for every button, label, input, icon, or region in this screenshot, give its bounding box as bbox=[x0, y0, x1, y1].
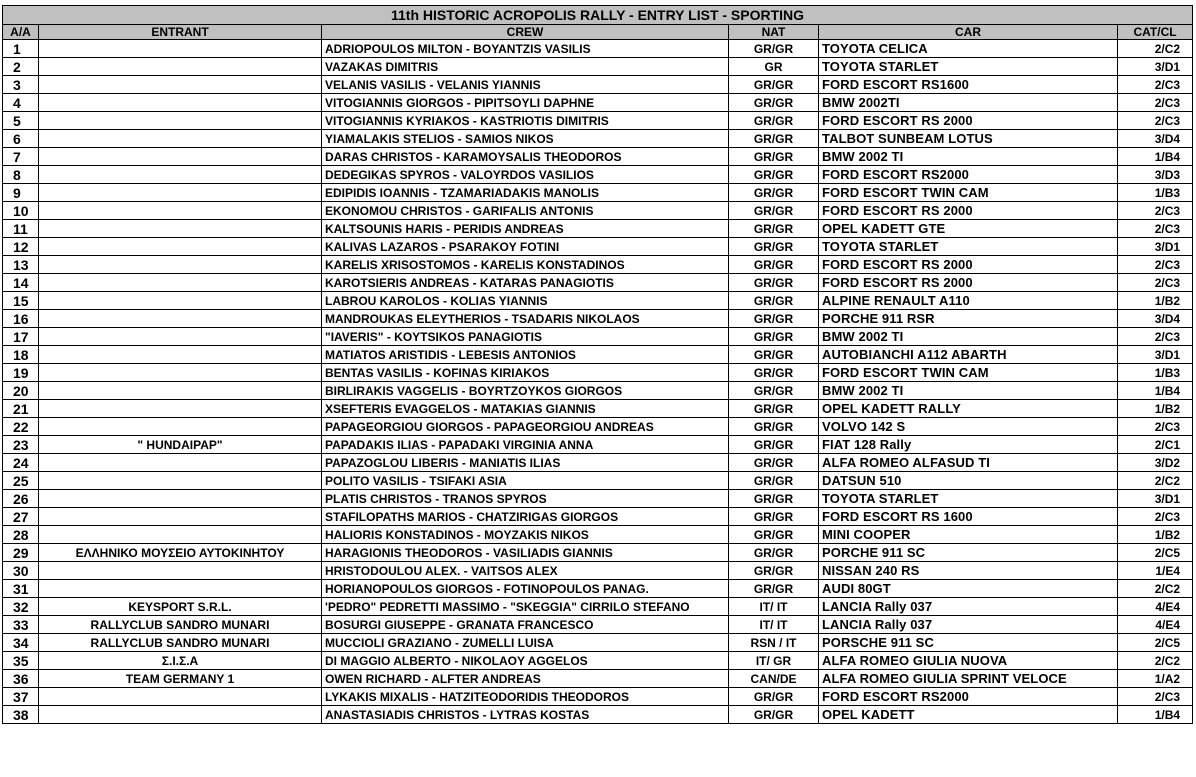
entry-entrant bbox=[39, 256, 322, 274]
entry-nationality: GR/GR bbox=[729, 148, 819, 166]
entry-car: TOYOTA CELICA bbox=[819, 40, 1118, 58]
table-row bbox=[3, 490, 1193, 508]
entry-nationality: GR/GR bbox=[729, 472, 819, 490]
entry-category: 3/D1 bbox=[1118, 238, 1193, 256]
table-row bbox=[3, 220, 1193, 238]
entry-entrant bbox=[39, 166, 322, 184]
entry-crew: KARELIS XRISOSTOMOS - KARELIS KONSTADINOS bbox=[322, 256, 729, 274]
entry-number: 17 bbox=[3, 328, 39, 346]
entry-category: 1/B2 bbox=[1118, 292, 1193, 310]
entry-car: TALBOT SUNBEAM LOTUS bbox=[819, 130, 1118, 148]
entry-nationality: GR/GR bbox=[729, 508, 819, 526]
entry-car: FORD ESCORT RS2000 bbox=[819, 688, 1118, 706]
entry-crew: "IAVERIS" - KOYTSIKOS PANAGIOTIS bbox=[322, 328, 729, 346]
entry-entrant: RALLYCLUB SANDRO MUNARI bbox=[39, 616, 322, 634]
entry-car: PORSCHE 911 SC bbox=[819, 634, 1118, 652]
entry-crew: HALIORIS KONSTADINOS - MOYZAKIS NIKOS bbox=[322, 526, 729, 544]
entry-crew: YIAMALAKIS STELIOS - SAMIOS NIKOS bbox=[322, 130, 729, 148]
entry-crew: HORIANOPOULOS GIORGOS - FOTINOPOULOS PANAG. bbox=[322, 580, 729, 598]
table-row bbox=[3, 706, 1193, 724]
entry-nationality: IT/ GR bbox=[729, 652, 819, 670]
entry-number: 2 bbox=[3, 58, 39, 76]
entry-nationality: GR/GR bbox=[729, 184, 819, 202]
entry-nationality: GR/GR bbox=[729, 382, 819, 400]
entry-category: 2/C2 bbox=[1118, 40, 1193, 58]
entry-number: 13 bbox=[3, 256, 39, 274]
entry-number: 38 bbox=[3, 706, 39, 724]
entry-category: 2/C3 bbox=[1118, 256, 1193, 274]
entry-nationality: GR/GR bbox=[729, 76, 819, 94]
entry-entrant bbox=[39, 202, 322, 220]
entry-category: 1/B2 bbox=[1118, 526, 1193, 544]
entry-category: 4/E4 bbox=[1118, 598, 1193, 616]
table-row bbox=[3, 652, 1193, 670]
entry-nationality: GR/GR bbox=[729, 112, 819, 130]
entry-nationality: GR/GR bbox=[729, 40, 819, 58]
entry-category: 3/D3 bbox=[1118, 166, 1193, 184]
entry-crew: DEDEGIKAS SPYROS - VALOYRDOS VASILIOS bbox=[322, 166, 729, 184]
entry-number: 12 bbox=[3, 238, 39, 256]
entry-nationality: GR/GR bbox=[729, 400, 819, 418]
entry-crew: DARAS CHRISTOS - KARAMOYSALIS THEODOROS bbox=[322, 148, 729, 166]
entry-car: TOYOTA STARLET bbox=[819, 238, 1118, 256]
table-row bbox=[3, 418, 1193, 436]
entry-entrant bbox=[39, 490, 322, 508]
entry-nationality: GR/GR bbox=[729, 580, 819, 598]
entry-category: 2/C3 bbox=[1118, 220, 1193, 238]
entry-number: 26 bbox=[3, 490, 39, 508]
table-row bbox=[3, 256, 1193, 274]
entry-nationality: GR/GR bbox=[729, 166, 819, 184]
table-row bbox=[3, 292, 1193, 310]
table-row bbox=[3, 148, 1193, 166]
entry-car: ALFA ROMEO GIULIA SPRINT VELOCE bbox=[819, 670, 1118, 688]
entry-number: 34 bbox=[3, 634, 39, 652]
entry-car: FIAT 128 Rally bbox=[819, 436, 1118, 454]
entry-number: 10 bbox=[3, 202, 39, 220]
table-row bbox=[3, 598, 1193, 616]
entry-crew: VITOGIANNIS GIORGOS - PIPITSOYLI DAPHNE bbox=[322, 94, 729, 112]
entry-number: 33 bbox=[3, 616, 39, 634]
entry-crew: VITOGIANNIS KYRIAKOS - KASTRIOTIS DIMITRIS bbox=[322, 112, 729, 130]
entry-entrant bbox=[39, 148, 322, 166]
entry-rows bbox=[3, 40, 1193, 724]
entry-car: LANCIA Rally 037 bbox=[819, 598, 1118, 616]
entry-category: 2/C5 bbox=[1118, 544, 1193, 562]
entry-category: 4/E4 bbox=[1118, 616, 1193, 634]
entry-car: TOYOTA STARLET bbox=[819, 58, 1118, 76]
entry-nationality: IT/ IT bbox=[729, 598, 819, 616]
entry-category: 3/D4 bbox=[1118, 130, 1193, 148]
entry-category: 3/D1 bbox=[1118, 346, 1193, 364]
entry-number: 16 bbox=[3, 310, 39, 328]
col-header-aa: A/A bbox=[3, 25, 39, 40]
entry-nationality: GR/GR bbox=[729, 346, 819, 364]
entry-car: NISSAN 240 RS bbox=[819, 562, 1118, 580]
entry-entrant: ΕΛΛΗΝΙΚΟ ΜΟΥΣΕΙΟ ΑΥΤΟΚΙΝΗΤΟΥ bbox=[39, 544, 322, 562]
entry-crew: KALIVAS LAZAROS - PSARAKOY FOTINI bbox=[322, 238, 729, 256]
entry-number: 27 bbox=[3, 508, 39, 526]
entry-entrant bbox=[39, 112, 322, 130]
entry-entrant bbox=[39, 130, 322, 148]
entry-car: DATSUN 510 bbox=[819, 472, 1118, 490]
entry-category: 3/D4 bbox=[1118, 310, 1193, 328]
entry-car: LANCIA Rally 037 bbox=[819, 616, 1118, 634]
entry-category: 2/C3 bbox=[1118, 94, 1193, 112]
entry-nationality: GR/GR bbox=[729, 130, 819, 148]
entry-crew: PLATIS CHRISTOS - TRANOS SPYROS bbox=[322, 490, 729, 508]
table-row bbox=[3, 328, 1193, 346]
table-row bbox=[3, 166, 1193, 184]
entry-entrant bbox=[39, 58, 322, 76]
entry-number: 22 bbox=[3, 418, 39, 436]
table-row bbox=[3, 634, 1193, 652]
entry-entrant bbox=[39, 238, 322, 256]
entry-car: BMW 2002TI bbox=[819, 94, 1118, 112]
entry-number: 9 bbox=[3, 184, 39, 202]
entry-category: 1/B4 bbox=[1118, 382, 1193, 400]
entry-number: 15 bbox=[3, 292, 39, 310]
entry-car: FORD ESCORT TWIN CAM bbox=[819, 184, 1118, 202]
entry-entrant: " HUNDAIPAP" bbox=[39, 436, 322, 454]
entry-number: 6 bbox=[3, 130, 39, 148]
entry-crew: PAPADAKIS ILIAS - PAPADAKI VIRGINIA ANNA bbox=[322, 436, 729, 454]
entry-nationality: GR/GR bbox=[729, 238, 819, 256]
entry-category: 2/C5 bbox=[1118, 634, 1193, 652]
entry-nationality: GR/GR bbox=[729, 544, 819, 562]
table-row bbox=[3, 436, 1193, 454]
table-row bbox=[3, 526, 1193, 544]
entry-crew: ADRIOPOULOS MILTON - BOYANTZIS VASILIS bbox=[322, 40, 729, 58]
col-header-crew: CREW bbox=[322, 25, 729, 40]
entry-crew: MATIATOS ARISTIDIS - LEBESIS ANTONIOS bbox=[322, 346, 729, 364]
entry-entrant bbox=[39, 40, 322, 58]
entry-entrant bbox=[39, 706, 322, 724]
entry-crew: VELANIS VASILIS - VELANIS YIANNIS bbox=[322, 76, 729, 94]
entry-nationality: GR/GR bbox=[729, 310, 819, 328]
entry-crew: HARAGIONIS THEODOROS - VASILIADIS GIANNIS bbox=[322, 544, 729, 562]
entry-entrant: Σ.Ι.Σ.Α bbox=[39, 652, 322, 670]
table-row bbox=[3, 40, 1193, 58]
entry-nationality: GR/GR bbox=[729, 418, 819, 436]
entry-entrant: KEYSPORT S.R.L. bbox=[39, 598, 322, 616]
entry-car: FORD ESCORT RS 2000 bbox=[819, 256, 1118, 274]
table-row bbox=[3, 472, 1193, 490]
entry-category: 2/C3 bbox=[1118, 112, 1193, 130]
entry-entrant bbox=[39, 688, 322, 706]
entry-category: 2/C3 bbox=[1118, 328, 1193, 346]
table-row bbox=[3, 364, 1193, 382]
entry-entrant bbox=[39, 94, 322, 112]
table-row bbox=[3, 76, 1193, 94]
entry-car: ALFA ROMEO ALFASUD TI bbox=[819, 454, 1118, 472]
entry-entrant bbox=[39, 292, 322, 310]
entry-category: 1/B3 bbox=[1118, 184, 1193, 202]
entry-nationality: GR/GR bbox=[729, 562, 819, 580]
entry-car: PORCHE 911 SC bbox=[819, 544, 1118, 562]
entry-car: FORD ESCORT RS 2000 bbox=[819, 112, 1118, 130]
entry-crew: ANASTASIADIS CHRISTOS - LYTRAS KOSTAS bbox=[322, 706, 729, 724]
entry-number: 24 bbox=[3, 454, 39, 472]
entry-number: 3 bbox=[3, 76, 39, 94]
entry-entrant bbox=[39, 526, 322, 544]
entry-nationality: GR/GR bbox=[729, 292, 819, 310]
entry-category: 2/C3 bbox=[1118, 688, 1193, 706]
entry-number: 37 bbox=[3, 688, 39, 706]
entry-nationality: GR/GR bbox=[729, 490, 819, 508]
entry-car: FORD ESCORT RS2000 bbox=[819, 166, 1118, 184]
entry-nationality: GR/GR bbox=[729, 436, 819, 454]
entry-category: 1/E4 bbox=[1118, 562, 1193, 580]
entry-nationality: CAN/DE bbox=[729, 670, 819, 688]
table-row bbox=[3, 616, 1193, 634]
entry-number: 36 bbox=[3, 670, 39, 688]
entry-category: 1/B2 bbox=[1118, 400, 1193, 418]
entry-nationality: RSN / IT bbox=[729, 634, 819, 652]
entry-entrant bbox=[39, 580, 322, 598]
table-row bbox=[3, 580, 1193, 598]
entry-category: 2/C2 bbox=[1118, 472, 1193, 490]
col-header-car: CAR bbox=[819, 25, 1118, 40]
col-header-nat: NAT bbox=[729, 25, 819, 40]
entry-crew: EKONOMOU CHRISTOS - GARIFALIS ANTONIS bbox=[322, 202, 729, 220]
entry-entrant bbox=[39, 76, 322, 94]
table-row bbox=[3, 130, 1193, 148]
entry-crew: LYKAKIS MIXALIS - HATZITEODORIDIS THEODOROS bbox=[322, 688, 729, 706]
entry-category: 2/C3 bbox=[1118, 418, 1193, 436]
table-row bbox=[3, 94, 1193, 112]
entry-number: 21 bbox=[3, 400, 39, 418]
entry-car: OPEL KADETT bbox=[819, 706, 1118, 724]
table-row bbox=[3, 274, 1193, 292]
table-row bbox=[3, 184, 1193, 202]
table-row bbox=[3, 346, 1193, 364]
table-row bbox=[3, 670, 1193, 688]
entry-car: AUTOBIANCHI A112 ABARTH bbox=[819, 346, 1118, 364]
entry-number: 28 bbox=[3, 526, 39, 544]
entry-category: 2/C1 bbox=[1118, 436, 1193, 454]
entry-car: BMW 2002 TI bbox=[819, 148, 1118, 166]
entry-number: 4 bbox=[3, 94, 39, 112]
entry-number: 29 bbox=[3, 544, 39, 562]
entry-crew: XSEFTERIS EVAGGELOS - MATAKIAS GIANNIS bbox=[322, 400, 729, 418]
entry-category: 2/C2 bbox=[1118, 580, 1193, 598]
table-row bbox=[3, 58, 1193, 76]
entry-car: FORD ESCORT RS 2000 bbox=[819, 274, 1118, 292]
entry-entrant bbox=[39, 454, 322, 472]
entry-nationality: GR/GR bbox=[729, 688, 819, 706]
entry-crew: MUCCIOLI GRAZIANO - ZUMELLI LUISA bbox=[322, 634, 729, 652]
entry-car: BMW 2002 TI bbox=[819, 328, 1118, 346]
entry-entrant bbox=[39, 220, 322, 238]
entry-car: BMW 2002 TI bbox=[819, 382, 1118, 400]
entry-car: OPEL KADETT GTE bbox=[819, 220, 1118, 238]
entry-nationality: GR/GR bbox=[729, 706, 819, 724]
entry-number: 35 bbox=[3, 652, 39, 670]
entry-entrant bbox=[39, 562, 322, 580]
entry-crew: KALTSOUNIS HARIS - PERIDIS ANDREAS bbox=[322, 220, 729, 238]
entry-number: 30 bbox=[3, 562, 39, 580]
entry-car: VOLVO 142 S bbox=[819, 418, 1118, 436]
entry-number: 25 bbox=[3, 472, 39, 490]
entry-number: 31 bbox=[3, 580, 39, 598]
sheet-title: 11th HISTORIC ACROPOLIS RALLY - ENTRY LIST - SPORTING bbox=[3, 6, 1193, 25]
entry-nationality: GR/GR bbox=[729, 274, 819, 292]
entry-entrant bbox=[39, 274, 322, 292]
entry-number: 8 bbox=[3, 166, 39, 184]
entry-entrant bbox=[39, 382, 322, 400]
entry-nationality: GR/GR bbox=[729, 328, 819, 346]
entry-entrant bbox=[39, 508, 322, 526]
entry-number: 5 bbox=[3, 112, 39, 130]
entry-crew: MANDROUKAS ELEYTHERIOS - TSADARIS NIKOLAOS bbox=[322, 310, 729, 328]
entry-nationality: GR/GR bbox=[729, 454, 819, 472]
entry-entrant bbox=[39, 310, 322, 328]
entry-crew: DI MAGGIO ALBERTO - NIKOLAOY AGGELOS bbox=[322, 652, 729, 670]
entry-entrant bbox=[39, 400, 322, 418]
entry-number: 7 bbox=[3, 148, 39, 166]
entry-car: FORD ESCORT TWIN CAM bbox=[819, 364, 1118, 382]
entry-car: FORD ESCORT RS 1600 bbox=[819, 508, 1118, 526]
entry-category: 2/C2 bbox=[1118, 652, 1193, 670]
entry-nationality: GR/GR bbox=[729, 220, 819, 238]
entry-nationality: GR/GR bbox=[729, 202, 819, 220]
table-row bbox=[3, 112, 1193, 130]
entry-category: 1/A2 bbox=[1118, 670, 1193, 688]
entry-crew: POLITO VASILIS - TSIFAKI ASIA bbox=[322, 472, 729, 490]
entry-number: 18 bbox=[3, 346, 39, 364]
entry-nationality: GR/GR bbox=[729, 364, 819, 382]
entry-entrant bbox=[39, 346, 322, 364]
entry-car: MINI COOPER bbox=[819, 526, 1118, 544]
entry-crew: PAPAGEORGIOU GIORGOS - PAPAGEORGIOU ANDREAS bbox=[322, 418, 729, 436]
entry-crew: LABROU KAROLOS - KOLIAS YIANNIS bbox=[322, 292, 729, 310]
table-row bbox=[3, 310, 1193, 328]
entry-crew: 'PEDRO" PEDRETTI MASSIMO - "SKEGGIA" CIRRILO STEFANO bbox=[322, 598, 729, 616]
table-row bbox=[3, 382, 1193, 400]
entry-nationality: GR/GR bbox=[729, 526, 819, 544]
entry-entrant bbox=[39, 184, 322, 202]
table-row bbox=[3, 454, 1193, 472]
entry-nationality: GR/GR bbox=[729, 94, 819, 112]
entry-category: 3/D2 bbox=[1118, 454, 1193, 472]
entry-category: 3/D1 bbox=[1118, 490, 1193, 508]
entry-nationality: IT/ IT bbox=[729, 616, 819, 634]
entry-crew: BOSURGI GIUSEPPE - GRANATA FRANCESCO bbox=[322, 616, 729, 634]
entry-crew: EDIPIDIS IOANNIS - TZAMARIADAKIS MANOLIS bbox=[322, 184, 729, 202]
entry-car: FORD ESCORT RS 2000 bbox=[819, 202, 1118, 220]
entry-category: 2/C3 bbox=[1118, 274, 1193, 292]
table-row bbox=[3, 508, 1193, 526]
entry-nationality: GR/GR bbox=[729, 256, 819, 274]
entry-car: AUDI 80GT bbox=[819, 580, 1118, 598]
table-row bbox=[3, 688, 1193, 706]
entry-crew: PAPAZOGLOU LIBERIS - MANIATIS ILIAS bbox=[322, 454, 729, 472]
table-row bbox=[3, 238, 1193, 256]
table-row bbox=[3, 544, 1193, 562]
entry-crew: BIRLIRAKIS VAGGELIS - BOYRTZOYKOS GIORGOS bbox=[322, 382, 729, 400]
entry-category: 2/C3 bbox=[1118, 76, 1193, 94]
entry-category: 1/B4 bbox=[1118, 706, 1193, 724]
entry-category: 2/C3 bbox=[1118, 508, 1193, 526]
entry-entrant bbox=[39, 472, 322, 490]
entry-number: 19 bbox=[3, 364, 39, 382]
table-row bbox=[3, 562, 1193, 580]
entry-car: OPEL KADETT RALLY bbox=[819, 400, 1118, 418]
entry-number: 14 bbox=[3, 274, 39, 292]
entry-entrant: RALLYCLUB SANDRO MUNARI bbox=[39, 634, 322, 652]
entry-entrant bbox=[39, 364, 322, 382]
entry-car: FORD ESCORT RS1600 bbox=[819, 76, 1118, 94]
entry-car: ALFA ROMEO GIULIA NUOVA bbox=[819, 652, 1118, 670]
entry-nationality: GR bbox=[729, 58, 819, 76]
entry-number: 1 bbox=[3, 40, 39, 58]
entry-number: 23 bbox=[3, 436, 39, 454]
entry-crew: STAFILOPATHS MARIOS - CHATZIRIGAS GIORGOS bbox=[322, 508, 729, 526]
entry-crew: BENTAS VASILIS - KOFINAS KIRIAKOS bbox=[322, 364, 729, 382]
entry-category: 1/B3 bbox=[1118, 364, 1193, 382]
entry-category: 3/D1 bbox=[1118, 58, 1193, 76]
entry-number: 20 bbox=[3, 382, 39, 400]
entry-car: TOYOTA STARLET bbox=[819, 490, 1118, 508]
col-header-catcl: CAT/CL bbox=[1118, 25, 1193, 40]
entry-car: ALPINE RENAULT A110 bbox=[819, 292, 1118, 310]
entry-number: 32 bbox=[3, 598, 39, 616]
entry-number: 11 bbox=[3, 220, 39, 238]
entry-category: 1/B4 bbox=[1118, 148, 1193, 166]
entry-crew: KAROTSIERIS ANDREAS - KATARAS PANAGIOTIS bbox=[322, 274, 729, 292]
entry-crew: OWEN RICHARD - ALFTER ANDREAS bbox=[322, 670, 729, 688]
entry-entrant bbox=[39, 328, 322, 346]
table-row bbox=[3, 202, 1193, 220]
entry-crew: HRISTODOULOU ALEX. - VAITSOS ALEX bbox=[322, 562, 729, 580]
table-row bbox=[3, 400, 1193, 418]
entry-entrant: TEAM GERMANY 1 bbox=[39, 670, 322, 688]
entry-entrant bbox=[39, 418, 322, 436]
entry-list-table bbox=[2, 5, 1193, 724]
entry-crew: VAZAKAS DIMITRIS bbox=[322, 58, 729, 76]
column-header-row bbox=[3, 25, 1193, 40]
entry-car: PORCHE 911 RSR bbox=[819, 310, 1118, 328]
entry-category: 2/C3 bbox=[1118, 202, 1193, 220]
col-header-entrant: ENTRANT bbox=[39, 25, 322, 40]
